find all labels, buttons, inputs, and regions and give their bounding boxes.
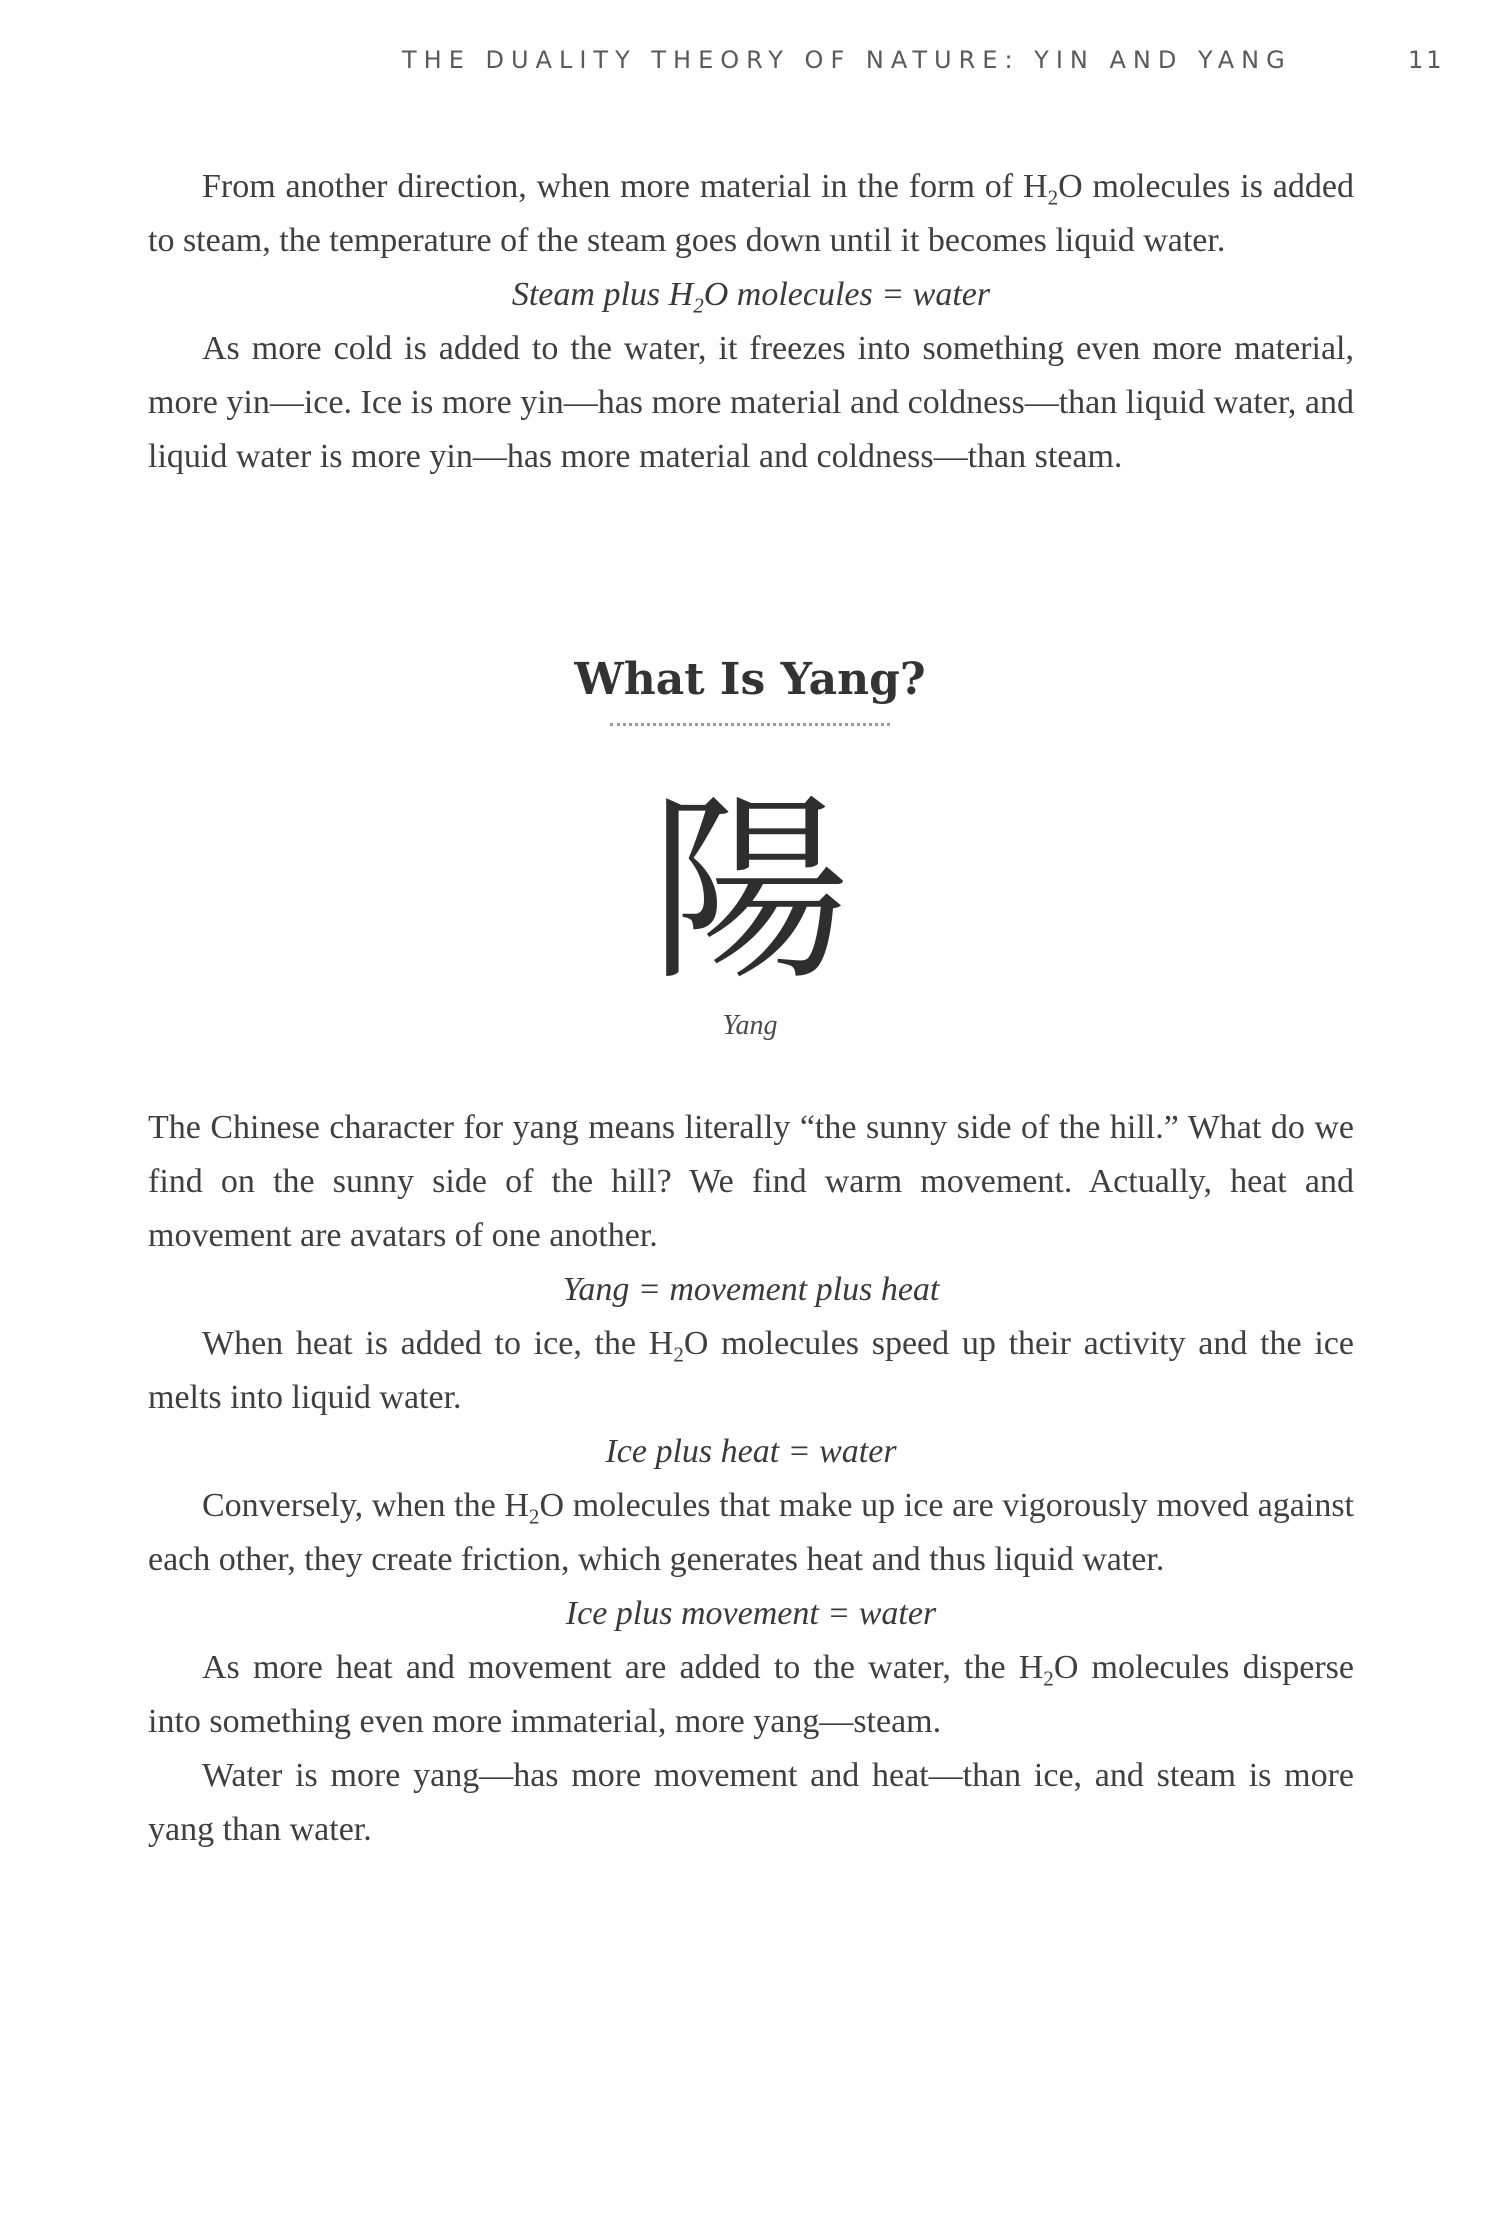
glyph-caption: Yang bbox=[722, 1010, 778, 1041]
paragraph-chinese-character: The Chinese character for yang means literally “the sunny side of the hill.” What do we find on the sunny side of the hill? We find warm movement. Actually, heat and movement are avatars of one another. bbox=[148, 1109, 1354, 1254]
paragraph-friction bbox=[148, 1479, 1354, 1587]
paragraph-text: O molecules that make up ice are vigorously moved against each other, they create friction, which generates heat and thus liquid water. bbox=[148, 1487, 1354, 1578]
equation-text: O molecules = water bbox=[703, 276, 991, 313]
paragraph-water-yang: Water is more yang—has more movement and heat—than ice, and steam is more yang than water. bbox=[148, 1757, 1354, 1848]
paragraph-text: From another direction, when more material in the form of H bbox=[202, 168, 1048, 205]
subscript: 2 bbox=[1047, 185, 1059, 210]
paragraph-text: When heat is added to ice, the H bbox=[202, 1325, 674, 1362]
equation-ice-plus-movement: Ice plus movement = water bbox=[565, 1595, 937, 1632]
heading-dotted-rule bbox=[610, 723, 890, 726]
section-heading-wrap bbox=[0, 650, 1500, 710]
equation-yang: Yang = movement plus heat bbox=[562, 1271, 940, 1308]
paragraph-steam-yang bbox=[148, 1641, 1354, 1749]
paragraph-text: O molecules disperse into something even more immaterial, more yang—steam. bbox=[148, 1649, 1354, 1740]
paragraph-steam-to-water bbox=[148, 160, 1354, 268]
subscript: 2 bbox=[693, 293, 704, 318]
equation-ice-plus-heat: Ice plus heat = water bbox=[605, 1433, 897, 1470]
paragraph-text: O molecules speed up their activity and the ice melts into liquid water. bbox=[148, 1325, 1354, 1416]
subscript: 2 bbox=[1043, 1666, 1054, 1691]
subscript: 2 bbox=[528, 1504, 540, 1529]
paragraph-heat-added bbox=[148, 1317, 1354, 1425]
subscript: 2 bbox=[673, 1342, 684, 1367]
bottom-text-block bbox=[148, 1101, 1354, 1857]
running-head bbox=[0, 46, 1500, 76]
paragraph-ice-yin: As more cold is added to the water, it freezes into something even more material, more yin—ice. Ice is more yin—has more material and coldness—than liquid water, and liquid water is more yin—has more material and coldness—than steam. bbox=[148, 330, 1354, 475]
top-text-block bbox=[148, 160, 1354, 484]
running-head-title: THE DUALITY THEORY OF NATURE: YIN AND YANG bbox=[402, 46, 1292, 74]
paragraph-text: Conversely, when the H bbox=[202, 1487, 529, 1524]
equation-text: Steam plus H bbox=[511, 276, 694, 313]
yang-character-glyph bbox=[640, 775, 860, 995]
page-number: 11 bbox=[1408, 46, 1445, 74]
yang-character: 陽 bbox=[649, 775, 851, 995]
equation-steam-plus-h2o bbox=[148, 268, 1354, 322]
paragraph-text: O molecules is added to steam, the temperature of the steam goes down until it becomes liquid water. bbox=[148, 168, 1354, 259]
paragraph-text: As more heat and movement are added to the water, the H bbox=[202, 1649, 1044, 1686]
section-heading: What Is Yang? bbox=[574, 654, 926, 705]
